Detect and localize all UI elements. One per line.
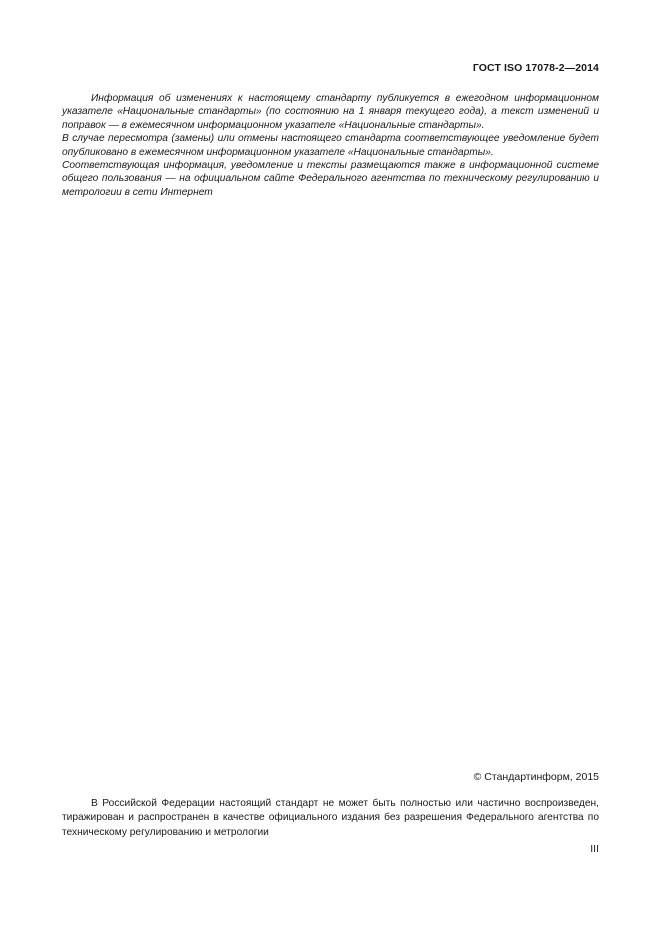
- reproduction-notice-block: [62, 797, 599, 840]
- reproduction-notice: В Российской Федерации настоящий стандарт не может быть полностью или частично воспроизведен, тиражирован и распространен в качестве официального издания без разрешения Федерального агентства по техническому регулированию и метрологии: [62, 798, 599, 838]
- info-paragraph-changes: Информация об изменениях к настоящему стандарту публикуется в ежегодном информационном указателе «Национальные стандарты» (по состоянию на 1 января текущего года), а текст изменений и поправок — в ежемесячном информационном указателе «Национальные стандарты».: [62, 93, 599, 131]
- info-notice: [62, 92, 599, 199]
- info-paragraph-publication: Соответствующая информация, уведомление и тексты размещаются также в информационной системе общего пользования — на официальном сайте Федерального агентства по техническому регулированию и метрологии в сети Интернет: [62, 160, 599, 198]
- page-number: III: [590, 843, 599, 855]
- info-paragraph-revision: В случае пересмотра (замены) или отмены настоящего стандарта соответствующее уведомление будет опубликовано в ежемесячном информационном указателе «Национальные стандарты».: [62, 133, 599, 158]
- copyright-line: © Стандартинформ, 2015: [473, 771, 599, 783]
- standard-code: ГОСТ ISO 17078-2—2014: [472, 62, 599, 74]
